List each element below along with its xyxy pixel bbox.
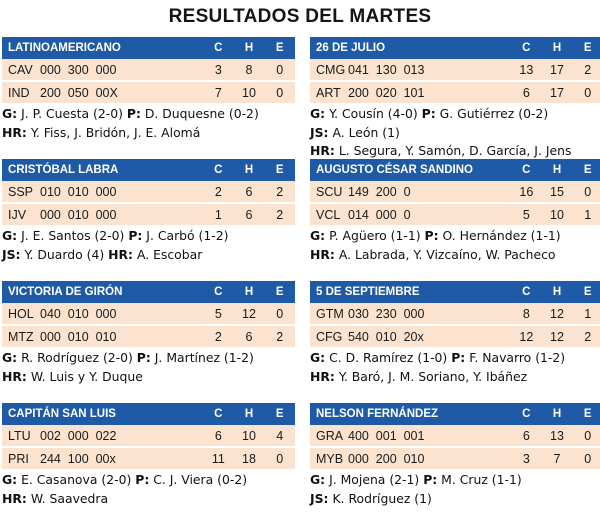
score-row <box>310 303 600 324</box>
errors-value: 2 <box>276 184 284 199</box>
note-label: HR: <box>2 368 27 384</box>
team-code: CAV <box>8 62 33 77</box>
column-header-c: C <box>214 164 223 176</box>
game-notes <box>310 105 600 161</box>
note-text: W. Luis y Y. Duque <box>26 368 143 384</box>
note-line <box>310 227 600 246</box>
column-header-c: C <box>522 42 531 54</box>
score-row <box>2 82 295 103</box>
score-row <box>310 448 600 469</box>
inning-line: 200 020 101 <box>348 85 425 100</box>
errors-value: 0 <box>276 306 284 321</box>
team-code: CMG <box>316 62 346 77</box>
errors-value: 2 <box>584 62 592 77</box>
note-text: M. Cruz (1-1) <box>437 472 522 487</box>
note-line <box>2 368 295 387</box>
errors-value: 0 <box>276 62 284 77</box>
note-text: J. Carbó (1-2) <box>142 228 229 243</box>
team-code: CFG <box>316 329 343 344</box>
inning-line: 244 100 00x <box>40 451 116 466</box>
stadium-name: AUGUSTO CÉSAR SANDINO <box>316 164 473 176</box>
column-header-e: E <box>583 286 592 298</box>
note-label: HR: <box>2 490 27 506</box>
note-text: L. Segura, Y. Samón, D. García, J. Jens <box>334 143 572 159</box>
inning-line: 540 010 20x <box>348 329 424 344</box>
note-line <box>2 246 295 265</box>
errors-value: 0 <box>584 451 592 466</box>
game-notes <box>2 227 295 264</box>
game-notes <box>2 105 295 142</box>
note-text: W. Saavedra <box>26 490 109 506</box>
note-line <box>2 471 295 490</box>
column-header-h: H <box>244 164 254 176</box>
score-row <box>2 425 295 446</box>
stadium-name: 26 DE JULIO <box>316 42 386 54</box>
note-label: P: <box>128 228 143 243</box>
score-row <box>310 181 600 202</box>
game-header <box>2 403 295 425</box>
hits-value: 10 <box>242 85 256 100</box>
team-code: MTZ <box>8 329 34 344</box>
note-label: G: <box>310 228 326 243</box>
hits-value: 18 <box>242 451 256 466</box>
game-notes <box>310 349 600 386</box>
note-text: Y. Cousín (4-0) <box>325 106 422 121</box>
score-row <box>2 59 295 80</box>
note-text: J. Martínez (1-2) <box>150 350 254 365</box>
game-notes <box>2 471 295 508</box>
team-code: GTM <box>316 306 344 321</box>
column-header-e: E <box>275 286 284 298</box>
note-line <box>310 142 600 161</box>
note-text: Y. Fiss, J. Bridón, J. E. Alomá <box>26 124 201 140</box>
team-code: SSP <box>8 184 34 199</box>
note-text: J. Mojena (2-1) <box>325 472 424 487</box>
runs-value: 11 <box>211 451 225 466</box>
note-line <box>310 246 600 265</box>
hits-value: 10 <box>242 428 256 443</box>
column-header-c: C <box>522 286 531 298</box>
hits-value: 17 <box>550 62 564 77</box>
note-label: P: <box>136 350 151 365</box>
column-header-h: H <box>244 286 254 298</box>
note-text: A. Labrada, Y. Vizcaíno, W. Pacheco <box>334 246 556 262</box>
hits-value: 6 <box>245 184 253 199</box>
hits-value: 12 <box>550 306 564 321</box>
column-header-e: E <box>275 408 284 420</box>
game-box <box>310 159 600 281</box>
errors-value: 0 <box>584 184 592 199</box>
errors-value: 1 <box>584 207 592 222</box>
note-text: Y. Duardo (4) <box>20 246 109 262</box>
inning-line: 400 001 001 <box>348 428 425 443</box>
score-row <box>2 303 295 324</box>
runs-value: 3 <box>214 62 222 77</box>
note-text: Y. Baró, J. M. Soriano, Y. Ibáñez <box>334 368 528 384</box>
note-text: K. Rodríguez (1) <box>328 490 432 506</box>
hits-value: 12 <box>550 329 564 344</box>
note-line <box>2 105 295 124</box>
column-header-h: H <box>244 408 254 420</box>
inning-line: 000 300 000 <box>40 62 117 77</box>
left-column <box>2 37 295 525</box>
runs-value: 12 <box>519 329 534 344</box>
column-header-h: H <box>552 164 562 176</box>
game-box <box>310 281 600 403</box>
runs-value: 13 <box>519 62 534 77</box>
note-label: P: <box>135 472 150 487</box>
note-line <box>2 349 295 368</box>
column-header-h: H <box>552 42 562 54</box>
note-label: JS: <box>310 490 329 506</box>
column-header-e: E <box>275 42 284 54</box>
team-code: ART <box>316 85 341 100</box>
errors-value: 2 <box>276 207 284 222</box>
score-row <box>310 425 600 446</box>
column-header-e: E <box>583 42 592 54</box>
hits-value: 15 <box>550 184 564 199</box>
note-text: P. Agüero (1-1) <box>325 228 425 243</box>
column-header-h: H <box>244 42 254 54</box>
note-text: G. Gutiérrez (0-2) <box>435 106 549 121</box>
errors-value: 0 <box>584 85 592 100</box>
errors-value: 1 <box>584 306 592 321</box>
note-text: J. P. Cuesta (2-0) <box>17 106 127 121</box>
stadium-name: NELSON FERNÁNDEZ <box>316 408 439 420</box>
team-code: VCL <box>316 207 341 222</box>
column-header-c: C <box>214 408 223 420</box>
stadium-name: LATINOAMERICANO <box>8 42 121 54</box>
inning-line: 149 200 0 <box>348 184 411 199</box>
game-header <box>310 37 600 59</box>
team-code: SCU <box>316 184 343 199</box>
team-code: GRA <box>316 428 344 443</box>
column-header-e: E <box>583 408 592 420</box>
note-label: P: <box>451 350 466 365</box>
runs-value: 2 <box>214 184 222 199</box>
inning-line: 040 010 000 <box>40 306 117 321</box>
inning-line: 200 050 00X <box>40 85 118 100</box>
inning-line: 002 000 022 <box>40 428 117 443</box>
game-header <box>310 281 600 303</box>
runs-value: 16 <box>519 184 534 199</box>
game-notes <box>2 349 295 386</box>
runs-value: 6 <box>522 85 530 100</box>
inning-line: 000 200 010 <box>348 451 425 466</box>
note-label: P: <box>423 472 438 487</box>
note-label: P: <box>424 228 439 243</box>
errors-value: 2 <box>276 329 284 344</box>
note-line <box>310 490 600 509</box>
game-box <box>2 403 295 525</box>
game-box <box>2 159 295 281</box>
score-row <box>2 326 295 347</box>
note-line <box>2 227 295 246</box>
game-header <box>2 37 295 59</box>
column-header-c: C <box>214 42 223 54</box>
inning-line: 030 230 000 <box>348 306 425 321</box>
hits-value: 6 <box>245 329 253 344</box>
note-line <box>310 368 600 387</box>
stadium-name: 5 DE SEPTIEMBRE <box>316 286 420 298</box>
inning-line: 010 010 000 <box>40 184 117 199</box>
game-header <box>2 281 295 303</box>
team-code: IND <box>8 85 30 100</box>
stadium-name: VICTORIA DE GIRÓN <box>8 286 123 298</box>
note-label: P: <box>421 106 436 121</box>
score-row <box>2 204 295 225</box>
note-line <box>310 349 600 368</box>
note-line <box>2 490 295 509</box>
game-box <box>2 281 295 403</box>
hits-value: 6 <box>245 207 253 222</box>
note-text: D. Duquesne (0-2) <box>140 106 259 121</box>
stadium-name: CRISTÓBAL LABRA <box>8 164 119 176</box>
note-label: G: <box>310 472 326 487</box>
game-notes <box>310 471 600 508</box>
team-code: HOL <box>8 306 34 321</box>
errors-value: 0 <box>276 451 284 466</box>
game-header <box>310 159 600 181</box>
errors-value: 2 <box>584 329 592 344</box>
game-header <box>2 159 295 181</box>
note-label: HR: <box>310 368 335 384</box>
note-text: R. Rodríguez (2-0) <box>17 350 137 365</box>
errors-value: 0 <box>584 428 592 443</box>
column-header-c: C <box>214 286 223 298</box>
note-label: G: <box>2 472 18 487</box>
note-line <box>310 471 600 490</box>
page-title: RESULTADOS DEL MARTES <box>168 6 432 27</box>
hits-value: 17 <box>550 85 564 100</box>
runs-value: 3 <box>522 451 530 466</box>
inning-line: 000 010 010 <box>40 329 117 344</box>
column-header-c: C <box>522 408 531 420</box>
note-label: G: <box>2 106 18 121</box>
errors-value: 0 <box>276 85 284 100</box>
note-text: J. E. Santos (2-0) <box>17 228 129 243</box>
errors-value: 4 <box>276 428 284 443</box>
right-column <box>310 37 600 525</box>
stadium-name: CAPITÁN SAN LUIS <box>8 408 116 420</box>
team-code: PRI <box>8 451 29 466</box>
note-label: G: <box>310 350 326 365</box>
note-text: C. J. Viera (0-2) <box>149 472 248 487</box>
hits-value: 13 <box>550 428 564 443</box>
note-label: HR: <box>310 246 335 262</box>
note-text: O. Hernández (1-1) <box>438 228 561 243</box>
note-line <box>310 124 600 143</box>
score-row <box>310 59 600 80</box>
game-box <box>2 37 295 159</box>
hits-value: 12 <box>242 306 256 321</box>
runs-value: 7 <box>214 85 222 100</box>
score-row <box>310 326 600 347</box>
hits-value: 10 <box>550 207 564 222</box>
column-header-e: E <box>583 164 592 176</box>
note-label: JS: <box>2 246 21 262</box>
runs-value: 5 <box>214 306 222 321</box>
hits-value: 7 <box>553 451 561 466</box>
note-label: HR: <box>2 124 27 140</box>
note-label: P: <box>126 106 141 121</box>
score-row <box>310 204 600 225</box>
note-text: E. Casanova (2-0) <box>17 472 136 487</box>
runs-value: 6 <box>522 428 530 443</box>
note-text: C. D. Ramírez (1-0) <box>325 350 452 365</box>
score-row <box>2 448 295 469</box>
note-label: G: <box>2 350 18 365</box>
column-header-e: E <box>275 164 284 176</box>
score-row <box>2 181 295 202</box>
note-line <box>310 105 600 124</box>
note-text: A. León (1) <box>328 124 400 140</box>
game-box <box>310 403 600 525</box>
note-label: HR: <box>108 246 133 262</box>
inning-line: 000 010 000 <box>40 207 117 222</box>
runs-value: 2 <box>214 329 222 344</box>
hits-value: 8 <box>245 62 253 77</box>
note-label: HR: <box>310 143 335 159</box>
note-line <box>2 124 295 143</box>
inning-line: 014 000 0 <box>348 207 411 222</box>
note-text: A. Escobar <box>133 246 203 262</box>
runs-value: 5 <box>522 207 530 222</box>
column-header-h: H <box>552 408 562 420</box>
column-header-c: C <box>522 164 531 176</box>
column-header-h: H <box>552 286 562 298</box>
team-code: LTU <box>8 428 31 443</box>
runs-value: 8 <box>522 306 530 321</box>
score-row <box>310 82 600 103</box>
game-notes <box>310 227 600 264</box>
note-label: JS: <box>310 124 329 140</box>
runs-value: 1 <box>214 207 222 222</box>
note-text: F. Navarro (1-2) <box>465 350 566 365</box>
runs-value: 6 <box>214 428 222 443</box>
team-code: MYB <box>316 451 344 466</box>
note-label: G: <box>310 106 326 121</box>
team-code: IJV <box>8 207 27 222</box>
game-box <box>310 37 600 159</box>
note-label: G: <box>2 228 18 243</box>
inning-line: 041 130 013 <box>348 62 425 77</box>
game-header <box>310 403 600 425</box>
